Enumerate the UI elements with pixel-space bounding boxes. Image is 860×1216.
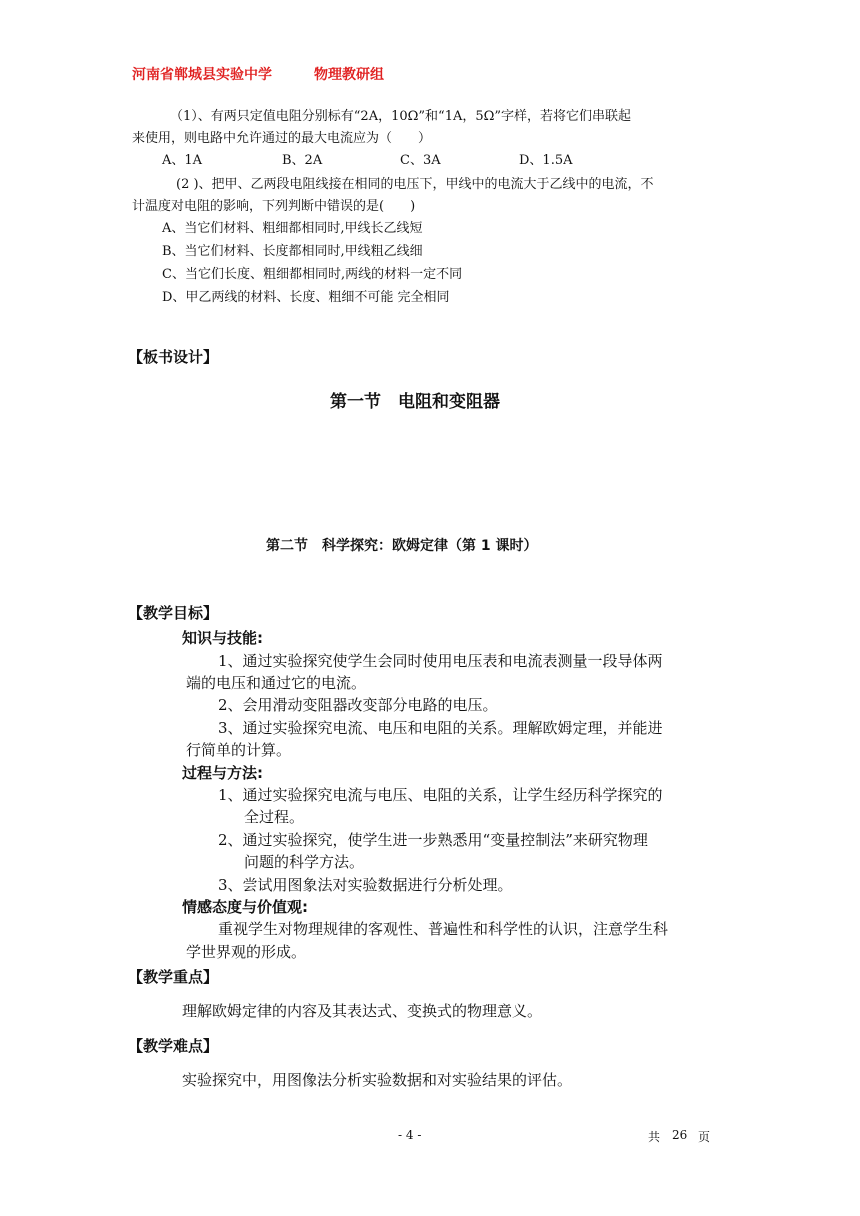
attitude-line-1: 重视学生对物理规律的客观性、普遍性和科学性的认识，注意学生科 <box>218 920 669 938</box>
process-item-2-line-2: 问题的科学方法。 <box>244 853 365 871</box>
attitude-line-2: 学世界观的形成。 <box>186 943 307 961</box>
knowledge-label: 知识与技能: <box>182 629 263 647</box>
total-pages-suffix: 页 <box>698 1130 711 1144</box>
question-2-option-d: D、甲乙两线的材料、长度、粗细不可能 完全相同 <box>162 290 450 305</box>
key-points-text: 理解欧姆定律的内容及其表达式、变换式的物理意义。 <box>182 1002 543 1020</box>
process-item-2-line-1: 2、通过实验探究，使学生进一步熟悉用“变量控制法”来研究物理 <box>218 831 648 849</box>
difficulties-heading: 【教学难点】 <box>128 1037 219 1055</box>
knowledge-item-1-line-1: 1、通过实验探究使学生会同时使用电压表和电流表测量一段导体两 <box>218 652 663 670</box>
question-2-option-c: C、当它们长度、粗细都相同时,两线的材料一定不同 <box>162 267 463 282</box>
question-1-line-1: （1）、有两只定值电阻分别标有“2A，10Ω”和“1A，5Ω”字样，若将它们串联起 <box>170 109 632 124</box>
attitude-label: 情感态度与价值观: <box>182 898 308 916</box>
difficulties-text: 实验探究中，用图像法分析实验数据和对实验结果的评估。 <box>182 1071 573 1089</box>
section-2-title: 第二节 科学探究：欧姆定律（第 1 课时） <box>266 538 538 554</box>
total-pages-prefix: 共 <box>648 1130 661 1144</box>
knowledge-item-1-line-2: 端的电压和通过它的电流。 <box>186 674 367 692</box>
key-points-heading: 【教学重点】 <box>128 968 219 986</box>
school-name: 河南省郸城县实验中学 <box>132 67 272 83</box>
knowledge-item-3-line-1: 3、通过实验探究电流、电压和电阻的关系。理解欧姆定理，并能进 <box>218 719 663 737</box>
objectives-heading: 【教学目标】 <box>128 604 219 622</box>
question-2-option-b: B、当它们材料、长度都相同时,甲线粗乙线细 <box>162 244 423 259</box>
question-1-line-2: 来使用，则电路中允许通过的最大电流应为（ ） <box>132 131 432 146</box>
question-1-option-d: D、1.5A <box>519 153 573 168</box>
section-1-title: 第一节 电阻和变阻器 <box>330 392 500 412</box>
page-number: - 4 - <box>398 1128 422 1142</box>
question-1-option-c: C、3A <box>400 153 441 168</box>
process-label: 过程与方法: <box>182 764 263 782</box>
process-item-3: 3、尝试用图象法对实验数据进行分析处理。 <box>218 876 513 894</box>
total-pages: 26 <box>672 1128 688 1142</box>
question-1-option-b: B、2A <box>282 153 323 168</box>
board-design-heading: 【板书设计】 <box>128 348 219 366</box>
knowledge-item-2: 2、会用滑动变阻器改变部分电路的电压。 <box>218 696 498 714</box>
knowledge-item-3-line-2: 行简单的计算。 <box>186 741 292 759</box>
process-item-1-line-2: 全过程。 <box>244 808 305 826</box>
group-name: 物理教研组 <box>314 67 384 83</box>
question-2-line-1: (2 )、把甲、乙两段电阻线接在相同的电压下，甲线中的电流大于乙线中的电流，不 <box>176 177 654 192</box>
question-1-option-a: A、1A <box>162 153 203 168</box>
question-2-line-2: 计温度对电阻的影响，下列判断中错误的是( ) <box>132 199 416 214</box>
process-item-1-line-1: 1、通过实验探究电流与电压、电阻的关系，让学生经历科学探究的 <box>218 786 663 804</box>
question-2-option-a: A、当它们材料、粗细都相同时,甲线长乙线短 <box>162 221 423 236</box>
